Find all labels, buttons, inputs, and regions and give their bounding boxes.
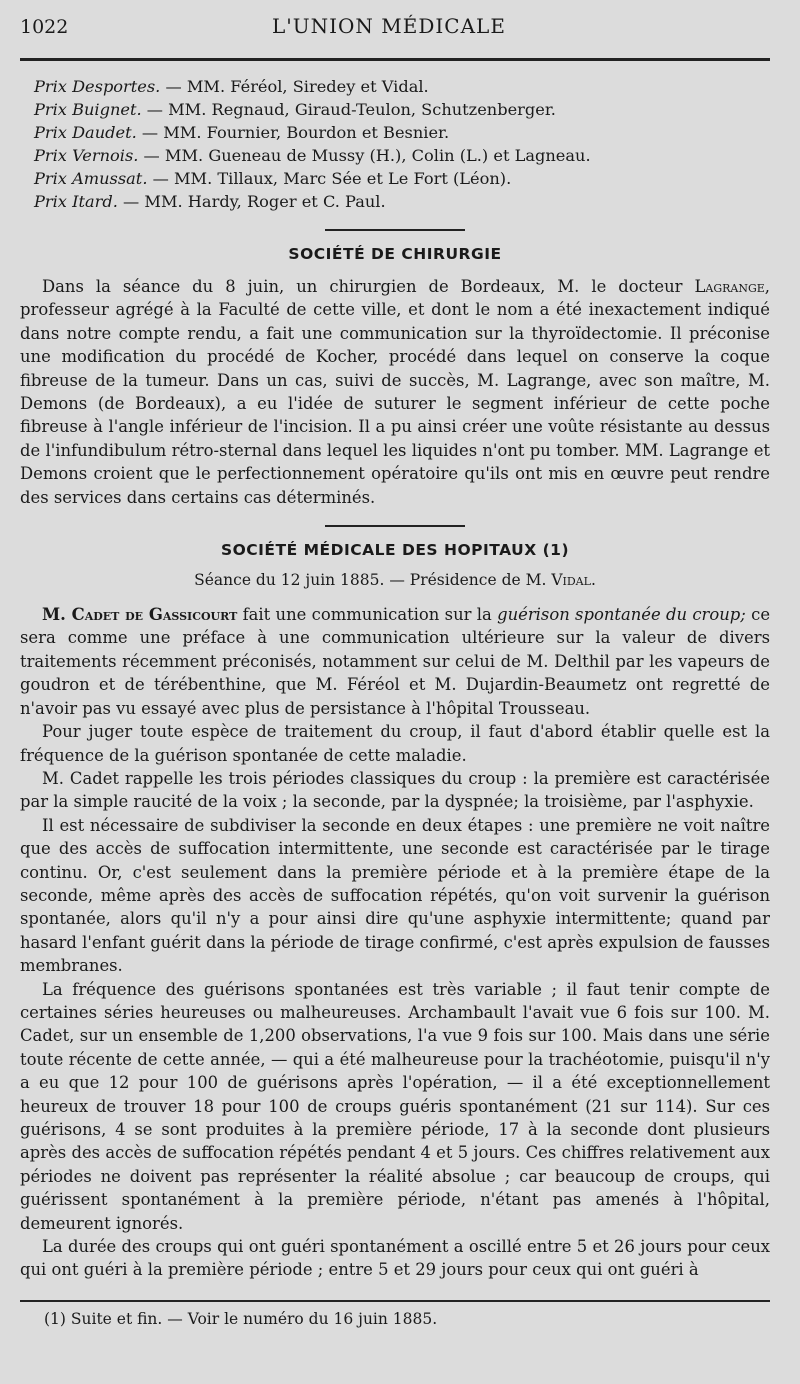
hopitaux-paragraph-6: La durée des croups qui ont guéri spontanément a oscillé entre 5 et 26 jours pour ceux qui ont guéri à la première période ; entre 5 et 29 jours pour ceux qui ont guéri à	[20, 1237, 770, 1280]
chirurgie-paragraph	[20, 275, 770, 509]
prize-name: Prix Daudet.	[34, 123, 137, 142]
section-divider	[325, 229, 465, 231]
author-name: Lagrange	[694, 277, 765, 296]
page-number: 1022	[20, 16, 69, 38]
prize-jury: — MM. Tillaux, Marc Sée et Le Fort (Léon).	[147, 169, 512, 188]
text-run: M.	[42, 605, 72, 625]
footnote: (1) Suite et fin. — Voir le numéro du 16 juin 1885.	[44, 1309, 438, 1328]
session-line	[20, 571, 770, 589]
prize-list	[34, 75, 770, 213]
prize-line	[34, 121, 770, 144]
prize-name: Prix Buignet.	[34, 100, 142, 119]
prize-jury: — MM. Féréol, Siredey et Vidal.	[160, 77, 429, 96]
text-run: fait une communication sur la	[237, 605, 498, 625]
prize-line	[34, 190, 770, 213]
hopitaux-paragraph-1	[20, 603, 770, 720]
hopitaux-paragraph-3: M. Cadet rappelle les trois périodes classiques du croup : la première est caractérisée par la simple raucité de la voix ; la seconde, par la dyspnée; la troisième, par l'asphyxie.	[20, 768, 770, 812]
section-title-hopitaux: SOCIÉTÉ MÉDICALE DES HOPITAUX (1)	[220, 541, 570, 560]
prize-jury: — MM. Gueneau de Mussy (H.), Colin (L.) et Lagneau.	[138, 146, 591, 165]
italic-phrase: guérison spontanée du croup;	[497, 605, 746, 625]
text-run: ce sera comme une préface à une communication ultérieure sur la valeur de divers traitements récemment préconisés, notamment sur celui de M. Delthil par les vapeurs de goudron et de térébenthine, que M. Féréol et M. Dujardin-Beaumetz ont regretté de n'avoir pas vu essayé avec plus de persistance à l'hôpital Trousseau.	[20, 605, 771, 718]
section-divider	[325, 525, 465, 527]
text-run: , professeur agrégé à la Faculté de cette ville, et dont le nom a été inexactement indiqué dans notre compte rendu, a fait une communication sur la thyroïdectomie. Il préconise une modification du procédé de Kocher, procédé dans lequel on conserve la coque fibreuse de la tumeur. Dans un cas, suivi de succès, M. Lagrange, avec son maître, M. Demons (de Bordeaux), a eu l'idée de suturer le segment inférieur de cette poche fibreuse à l'angle inférieur de l'incision. Il a pu ainsi créer une voûte résistante au dessus de l'infundibulum rétro-sternal dans lequel les liquides n'ont pu tomber. MM. Lagrange et Demons croient que le perfectionnement opératoire qu'ils ont mis en œuvre peut rendre des services dans certains cas déterminés.	[20, 277, 770, 507]
prize-line	[34, 144, 770, 167]
prize-name: Prix Desportes.	[34, 77, 161, 96]
prize-name: Prix Itard.	[34, 192, 118, 211]
hopitaux-paragraph-4: Il est nécessaire de subdiviser la seconde en deux étapes : une première ne voit naître que des accès de suffocation intermittente, une seconde est caractérisée par le tirage continu. Or, c'est seulement dans la première période et à la première étape de la seconde, même après des accès de suffocation répétés, qu'on voit survenir la guérison spontanée, alors qu'il n'y a pour ainsi dire qu'une asphyxie intermittente; quand par hasard l'enfant guérit dans la période de tirage confirmé, c'est après expulsion de fausses membranes.	[20, 815, 770, 976]
prize-line	[34, 167, 770, 190]
prize-jury: — MM. Hardy, Roger et C. Paul.	[117, 192, 386, 211]
section-title-chirurgie: SOCIÉTÉ DE CHIRURGIE	[288, 245, 502, 263]
prize-name: Prix Amussat.	[34, 169, 148, 188]
journal-title: L'UNION MÉDICALE	[272, 14, 506, 38]
president-name: Vidal	[551, 571, 591, 590]
prize-line	[34, 98, 770, 121]
hopitaux-paragraph-2: Pour juger toute espèce de traitement du croup, il faut d'abord établir quelle est la fréquence de la guérison spontanée de cette maladie.	[20, 722, 770, 765]
prize-name: Prix Vernois.	[34, 146, 139, 165]
running-head	[20, 14, 770, 54]
text-run: .	[590, 571, 596, 590]
header-rule	[20, 58, 770, 61]
prize-line	[34, 75, 770, 98]
prize-jury: — MM. Fournier, Bourdon et Besnier.	[136, 123, 450, 142]
text-run: Séance du 12 juin 1885. — Présidence de M.	[194, 571, 552, 590]
text-run: Dans la séance du 8 juin, un chirurgien de Bordeaux, M. le docteur	[42, 277, 695, 296]
author-name: Cadet de Gassicourt	[71, 605, 238, 625]
prize-jury: — MM. Regnaud, Giraud-Teulon, Schutzenberger.	[141, 100, 556, 119]
footnote-rule	[20, 1300, 770, 1302]
hopitaux-paragraph-5: La fréquence des guérisons spontanées est très variable ; il faut tenir compte de certaines séries heureuses ou malheureuses. Archambault l'avait vue 6 fois sur 100. M. Cadet, sur un ensemble de 1,200 observations, l'a vue 9 fois sur 100. Mais dans une série toute récente de cette année, — qui a été malheureuse pour la trachéotomie, puisqu'il n'y a eu que 12 pour 100 de guérisons après l'opération, — il a été exceptionnellement heureux de trouver 18 pour 100 de croups guéris spontanément (21 sur 114). Sur ces guérisons, 4 se sont produites à la première période, 17 à la seconde dont plusieurs après des accès de suffocation répétés pendant 4 et 5 jours. Ces chiffres relativement aux périodes ne doivent pas représenter la réalité absolue ; car beaucoup de croups, qui guérissent spontanément à la première période, n'étant pas amenés à l'hôpital, demeurent ignorés.	[20, 979, 770, 1233]
